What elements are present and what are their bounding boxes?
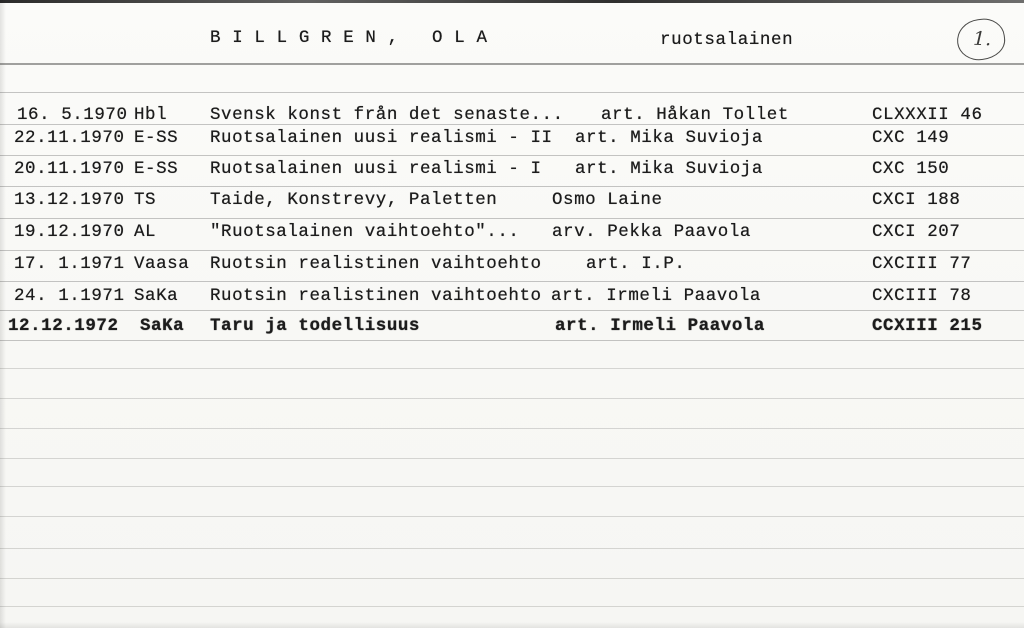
entry-author: arv. Pekka Paavola (552, 222, 751, 242)
entry-author: art. Mika Suvioja (575, 159, 763, 179)
entry-reference: CXC 150 (872, 159, 950, 179)
entry-date: 19.12.1970 (14, 222, 125, 242)
entry-reference: CXCI 188 (872, 190, 961, 210)
entry-author: art. Irmeli Paavola (551, 286, 761, 306)
entry-row (0, 189, 1024, 211)
entry-date: 24. 1.1971 (14, 286, 125, 306)
entry-reference: CCXIII 215 (872, 316, 983, 336)
scan-edge-bottom (0, 622, 1024, 628)
entry-author: art. I.P. (586, 254, 686, 274)
ruled-line (0, 606, 1024, 607)
entry-title: "Ruotsalainen vaihtoehto"... (210, 222, 520, 242)
ruled-line (0, 281, 1024, 282)
scan-edge-top (0, 0, 1024, 3)
entry-source: E-SS (134, 128, 179, 148)
entry-source: SaKa (134, 286, 179, 306)
entry-source: AL (134, 222, 157, 242)
entry-source: E-SS (134, 159, 179, 179)
entry-title: Ruotsalainen uusi realismi - I (210, 159, 542, 179)
entry-title: Ruotsin realistinen vaihtoehto (210, 286, 542, 306)
entry-author: Osmo Laine (552, 190, 663, 210)
entry-row (0, 285, 1024, 307)
ruled-line (0, 578, 1024, 579)
entry-title: Ruotsin realistinen vaihtoehto (210, 254, 542, 274)
card-category: ruotsalainen (660, 30, 794, 50)
ruled-line (0, 340, 1024, 341)
entry-row (0, 221, 1024, 243)
card-title: B I L L G R E N , O L A (210, 28, 488, 48)
entry-date: 16. 5.1970 (17, 105, 128, 125)
entry-reference: CXCIII 77 (872, 254, 972, 274)
entry-source: Vaasa (134, 254, 190, 274)
entry-row (0, 158, 1024, 180)
ruled-line (0, 310, 1024, 311)
ruled-line (0, 218, 1024, 219)
page-number: 1. (972, 27, 992, 50)
entry-source: TS (134, 190, 157, 210)
entry-author: art. Håkan Tollet (601, 105, 789, 125)
entry-row (0, 104, 1024, 126)
entry-date: 12.12.1972 (8, 316, 119, 336)
entry-title: Taru ja todellisuus (210, 316, 420, 336)
ruled-line (0, 516, 1024, 517)
handwritten-page-number-circle (955, 16, 1008, 63)
entry-reference: CXCIII 78 (872, 286, 972, 306)
ruled-line (0, 63, 1024, 65)
entry-title: Svensk konst från det senaste... (210, 105, 564, 125)
ruled-line (0, 92, 1024, 93)
entry-source: Hbl (134, 105, 168, 125)
entry-date: 20.11.1970 (14, 159, 125, 179)
entry-source: SaKa (140, 316, 185, 336)
entry-date: 17. 1.1971 (14, 254, 125, 274)
ruled-line (0, 458, 1024, 459)
ruled-line (0, 486, 1024, 487)
entry-title: Taide, Konstrevy, Paletten (210, 190, 498, 210)
entry-row (0, 315, 1024, 337)
entry-reference: CXCI 207 (872, 222, 961, 242)
entry-reference: CLXXXII 46 (872, 105, 983, 125)
entry-author: art. Irmeli Paavola (555, 316, 765, 336)
entry-reference: CXC 149 (872, 128, 950, 148)
ruled-line (0, 155, 1024, 156)
ruled-line (0, 186, 1024, 187)
ruled-line (0, 548, 1024, 549)
ruled-line (0, 368, 1024, 369)
scan-edge-left (0, 0, 6, 628)
ruled-line (0, 398, 1024, 399)
ruled-line (0, 428, 1024, 429)
entry-date: 13.12.1970 (14, 190, 125, 210)
ruled-line (0, 250, 1024, 251)
entry-row (0, 127, 1024, 149)
entry-date: 22.11.1970 (14, 128, 125, 148)
entry-title: Ruotsalainen uusi realismi - II (210, 128, 553, 148)
entry-row (0, 253, 1024, 275)
entry-author: art. Mika Suvioja (575, 128, 763, 148)
